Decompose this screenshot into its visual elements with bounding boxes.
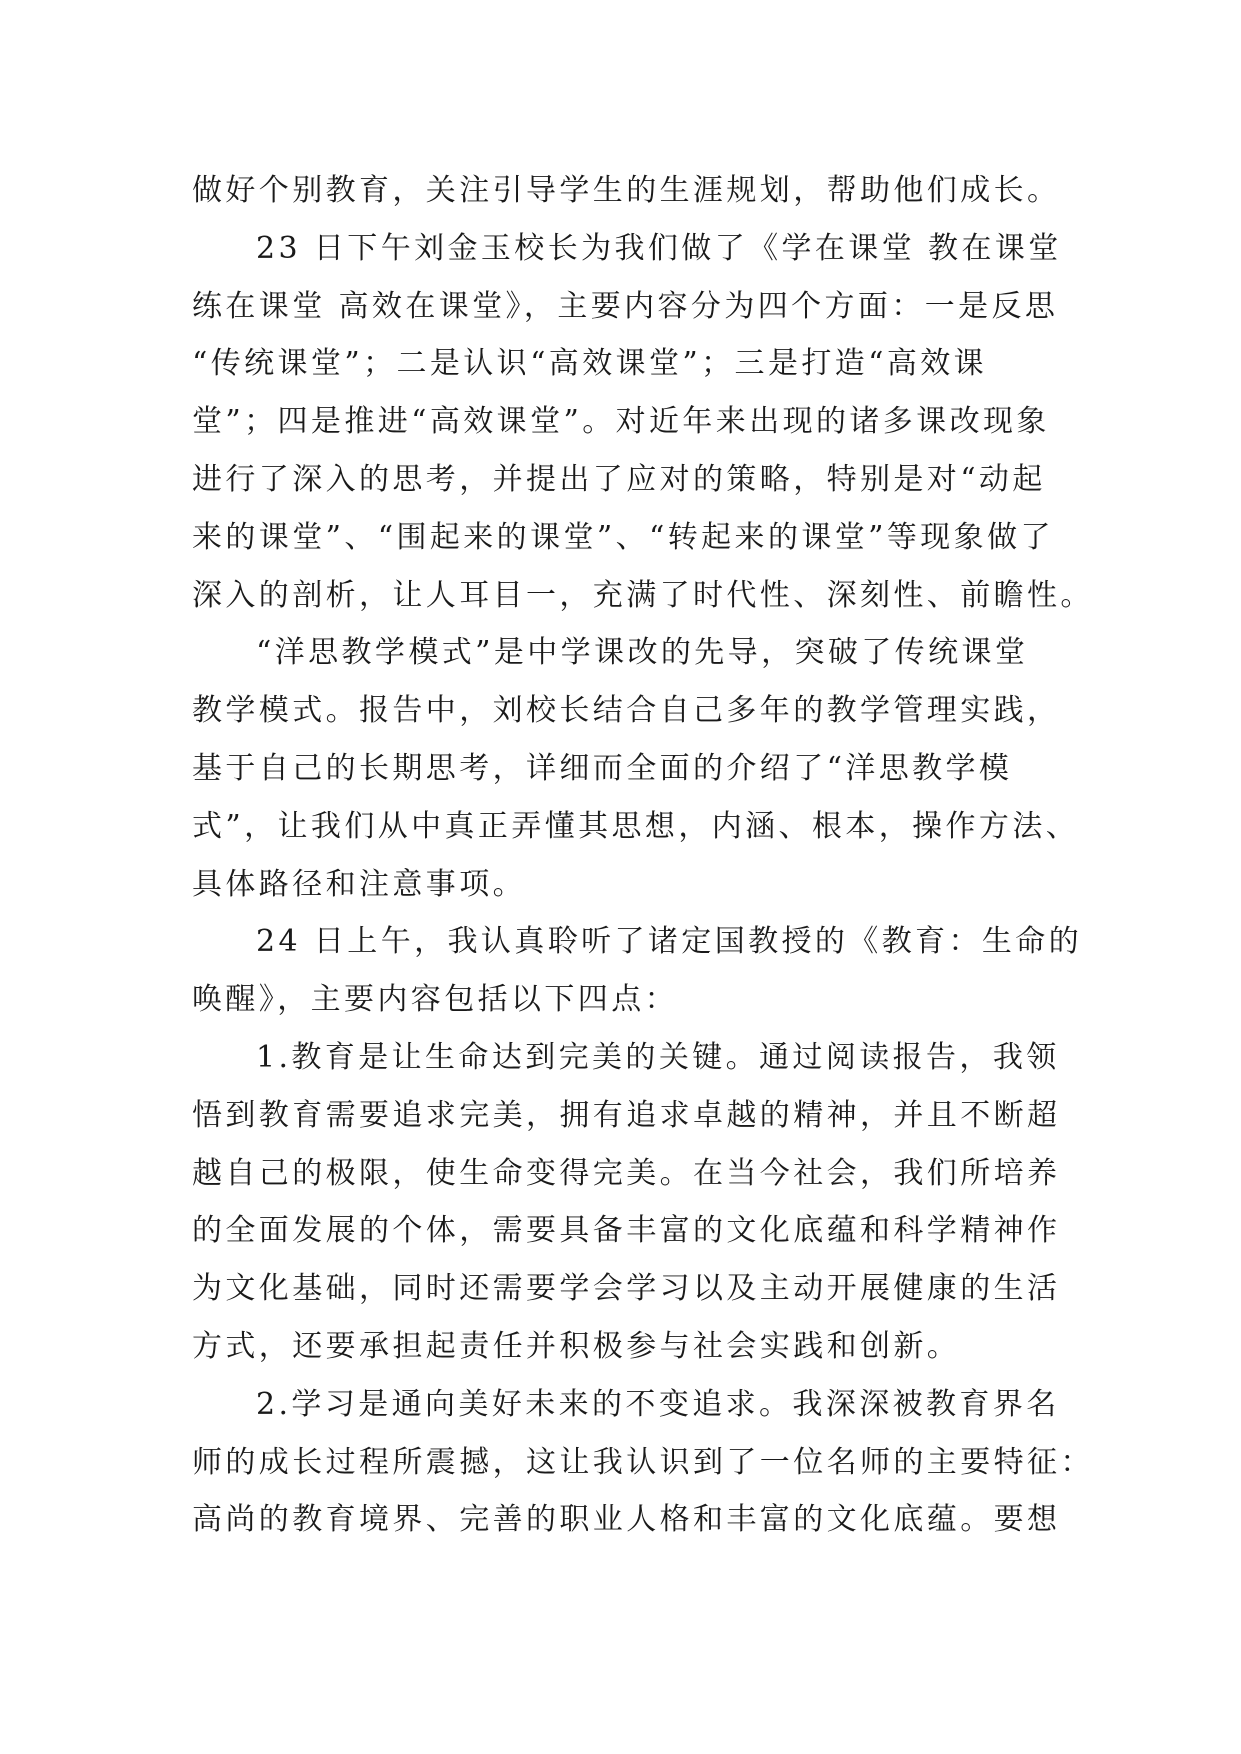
text-line: 1.教育是让生命达到完美的关键。通过阅读报告，我领 xyxy=(256,1039,1060,1075)
text-line: 越自己的极限，使生命变得完美。在当今社会，我们所培养 xyxy=(192,1155,1061,1191)
text-line: 基于自己的长期思考，详细而全面的介绍了“洋思教学模 xyxy=(192,750,1013,786)
text-line: 高尚的教育境界、完善的职业人格和丰富的文化底蕴。要想 xyxy=(192,1502,1061,1538)
text-line: 为文化基础，同时还需要学会学习以及主动开展健康的生活 xyxy=(192,1271,1061,1307)
text-line: 2.学习是通向美好未来的不变追求。我深深被教育界名 xyxy=(256,1386,1060,1422)
text-line: 进行了深入的思考，并提出了应对的策略，特别是对“动起 xyxy=(192,461,1046,497)
text-line: 深入的剖析，让人耳目一，充满了时代性、深刻性、前瞻性。 xyxy=(192,577,1094,613)
text-line: 悟到教育需要追求完美，拥有追求卓越的精神，并且不断超 xyxy=(192,1097,1061,1133)
text-line: 23 日下午刘金玉校长为我们做了《学在课堂 教在课堂 xyxy=(256,230,1062,266)
text-line: 师的成长过程所震撼，这让我认识到了一位名师的主要特征： xyxy=(192,1444,1094,1480)
text-line: 具体路径和注意事项。 xyxy=(192,866,526,902)
text-line: 方式，还要承担起责任并积极参与社会实践和创新。 xyxy=(192,1328,961,1364)
text-line: 做好个别教育，关注引导学生的生涯规划，帮助他们成长。 xyxy=(192,173,1061,208)
text-line: “传统课堂”；二是认识“高效课堂”；三是打造“高效课 xyxy=(192,346,988,382)
text-line: 式”，让我们从中真正弄懂其思想，内涵、根本，操作方法、 xyxy=(192,808,1080,844)
text-line: 唤醒》，主要内容包括以下四点： xyxy=(192,982,678,1018)
text-line: 堂”；四是推进“高效课堂”。对近年来出现的诸多课改现象 xyxy=(192,404,1050,440)
body-text xyxy=(192,162,1094,1549)
text-line: “洋思教学模式”是中学课改的先导，突破了传统课堂 xyxy=(256,635,1029,671)
text-line: 来的课堂”、“围起来的课堂”、“转起来的课堂”等现象做了 xyxy=(192,519,1054,555)
text-line: 练在课堂 高效在课堂》，主要内容分为四个方面：一是反思 xyxy=(192,288,1059,324)
text-line: 24 日上午，我认真聆听了诸定国教授的《教育：生命的 xyxy=(256,924,1083,960)
text-line: 的全面发展的个体，需要具备丰富的文化底蕴和科学精神作 xyxy=(192,1213,1061,1249)
text-line: 教学模式。报告中，刘校长结合自己多年的教学管理实践， xyxy=(192,693,1061,729)
